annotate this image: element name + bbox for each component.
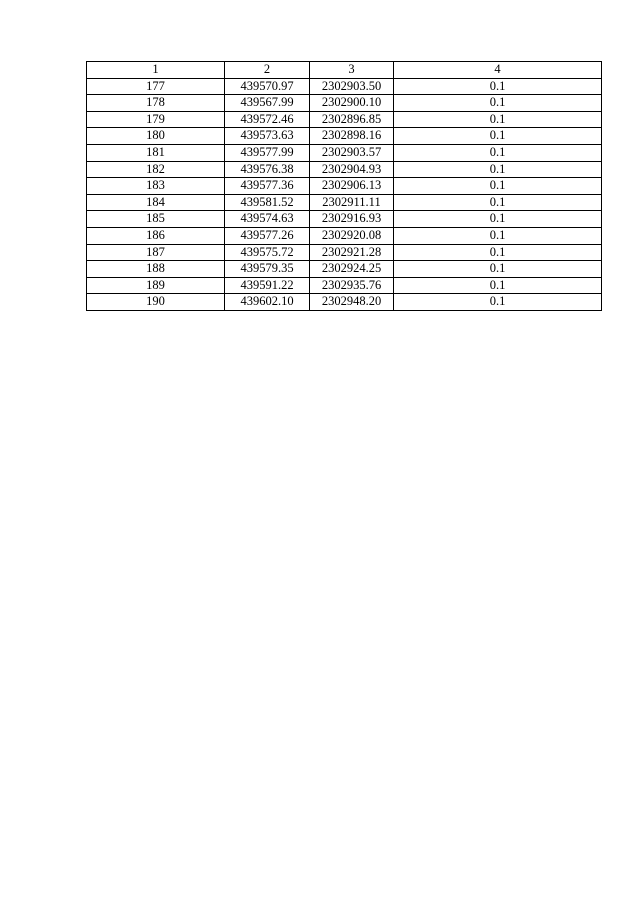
- table-cell: 0.1: [394, 161, 602, 178]
- table-cell: 187: [87, 244, 225, 261]
- table-cell: 0.1: [394, 144, 602, 161]
- table-cell: 0.1: [394, 277, 602, 294]
- table-cell: 2302904.93: [310, 161, 394, 178]
- table-cell: 439570.97: [225, 78, 310, 95]
- table-cell: 439591.22: [225, 277, 310, 294]
- table-cell: 0.1: [394, 78, 602, 95]
- table-cell: 2302911.11: [310, 194, 394, 211]
- table-row: [87, 244, 602, 261]
- table-cell: 0.1: [394, 261, 602, 278]
- table-cell: 439574.63: [225, 211, 310, 228]
- table-row: [87, 261, 602, 278]
- table-cell: 0.1: [394, 178, 602, 195]
- table-cell: 179: [87, 111, 225, 128]
- table-cell: 2302924.25: [310, 261, 394, 278]
- table-cell: 0.1: [394, 111, 602, 128]
- table-header-row: [87, 62, 602, 79]
- column-header: 1: [87, 62, 225, 79]
- table-cell: 2302898.16: [310, 128, 394, 145]
- table-cell: 0.1: [394, 211, 602, 228]
- table-cell: 189: [87, 277, 225, 294]
- table-cell: 439576.38: [225, 161, 310, 178]
- table-cell: 2302903.57: [310, 144, 394, 161]
- table-cell: 180: [87, 128, 225, 145]
- table-cell: 439577.99: [225, 144, 310, 161]
- table-cell: 2302921.28: [310, 244, 394, 261]
- table-cell: 183: [87, 178, 225, 195]
- table-row: [87, 211, 602, 228]
- table-cell: 0.1: [394, 227, 602, 244]
- table-cell: 2302948.20: [310, 294, 394, 311]
- table-cell: 439577.36: [225, 178, 310, 195]
- table-row: [87, 194, 602, 211]
- column-header: 2: [225, 62, 310, 79]
- table-cell: 188: [87, 261, 225, 278]
- table-cell: 2302916.93: [310, 211, 394, 228]
- column-header: 4: [394, 62, 602, 79]
- table-cell: 439575.72: [225, 244, 310, 261]
- table-row: [87, 178, 602, 195]
- table-cell: 190: [87, 294, 225, 311]
- table-cell: 2302920.08: [310, 227, 394, 244]
- column-header: 3: [310, 62, 394, 79]
- table-row: [87, 111, 602, 128]
- table-cell: 2302903.50: [310, 78, 394, 95]
- table-cell: 439602.10: [225, 294, 310, 311]
- table-row: [87, 144, 602, 161]
- table-cell: 439577.26: [225, 227, 310, 244]
- table-cell: 2302896.85: [310, 111, 394, 128]
- table-row: [87, 227, 602, 244]
- table-row: [87, 78, 602, 95]
- table-row: [87, 294, 602, 311]
- table-cell: 186: [87, 227, 225, 244]
- table-cell: 178: [87, 95, 225, 112]
- table-cell: 0.1: [394, 244, 602, 261]
- table-cell: 0.1: [394, 194, 602, 211]
- table-row: [87, 161, 602, 178]
- table-cell: 177: [87, 78, 225, 95]
- table-cell: 2302906.13: [310, 178, 394, 195]
- table-cell: 439581.52: [225, 194, 310, 211]
- table-cell: 185: [87, 211, 225, 228]
- coordinates-table: [86, 61, 602, 311]
- table-cell: 181: [87, 144, 225, 161]
- table-body: [87, 78, 602, 310]
- table-cell: 182: [87, 161, 225, 178]
- table-cell: 439567.99: [225, 95, 310, 112]
- table-cell: 439573.63: [225, 128, 310, 145]
- table-row: [87, 95, 602, 112]
- table-cell: 2302900.10: [310, 95, 394, 112]
- table-cell: 439579.35: [225, 261, 310, 278]
- table-cell: 184: [87, 194, 225, 211]
- table-cell: 0.1: [394, 128, 602, 145]
- table-cell: 0.1: [394, 95, 602, 112]
- table-cell: 0.1: [394, 294, 602, 311]
- table-row: [87, 128, 602, 145]
- table-cell: 439572.46: [225, 111, 310, 128]
- table-row: [87, 277, 602, 294]
- table-cell: 2302935.76: [310, 277, 394, 294]
